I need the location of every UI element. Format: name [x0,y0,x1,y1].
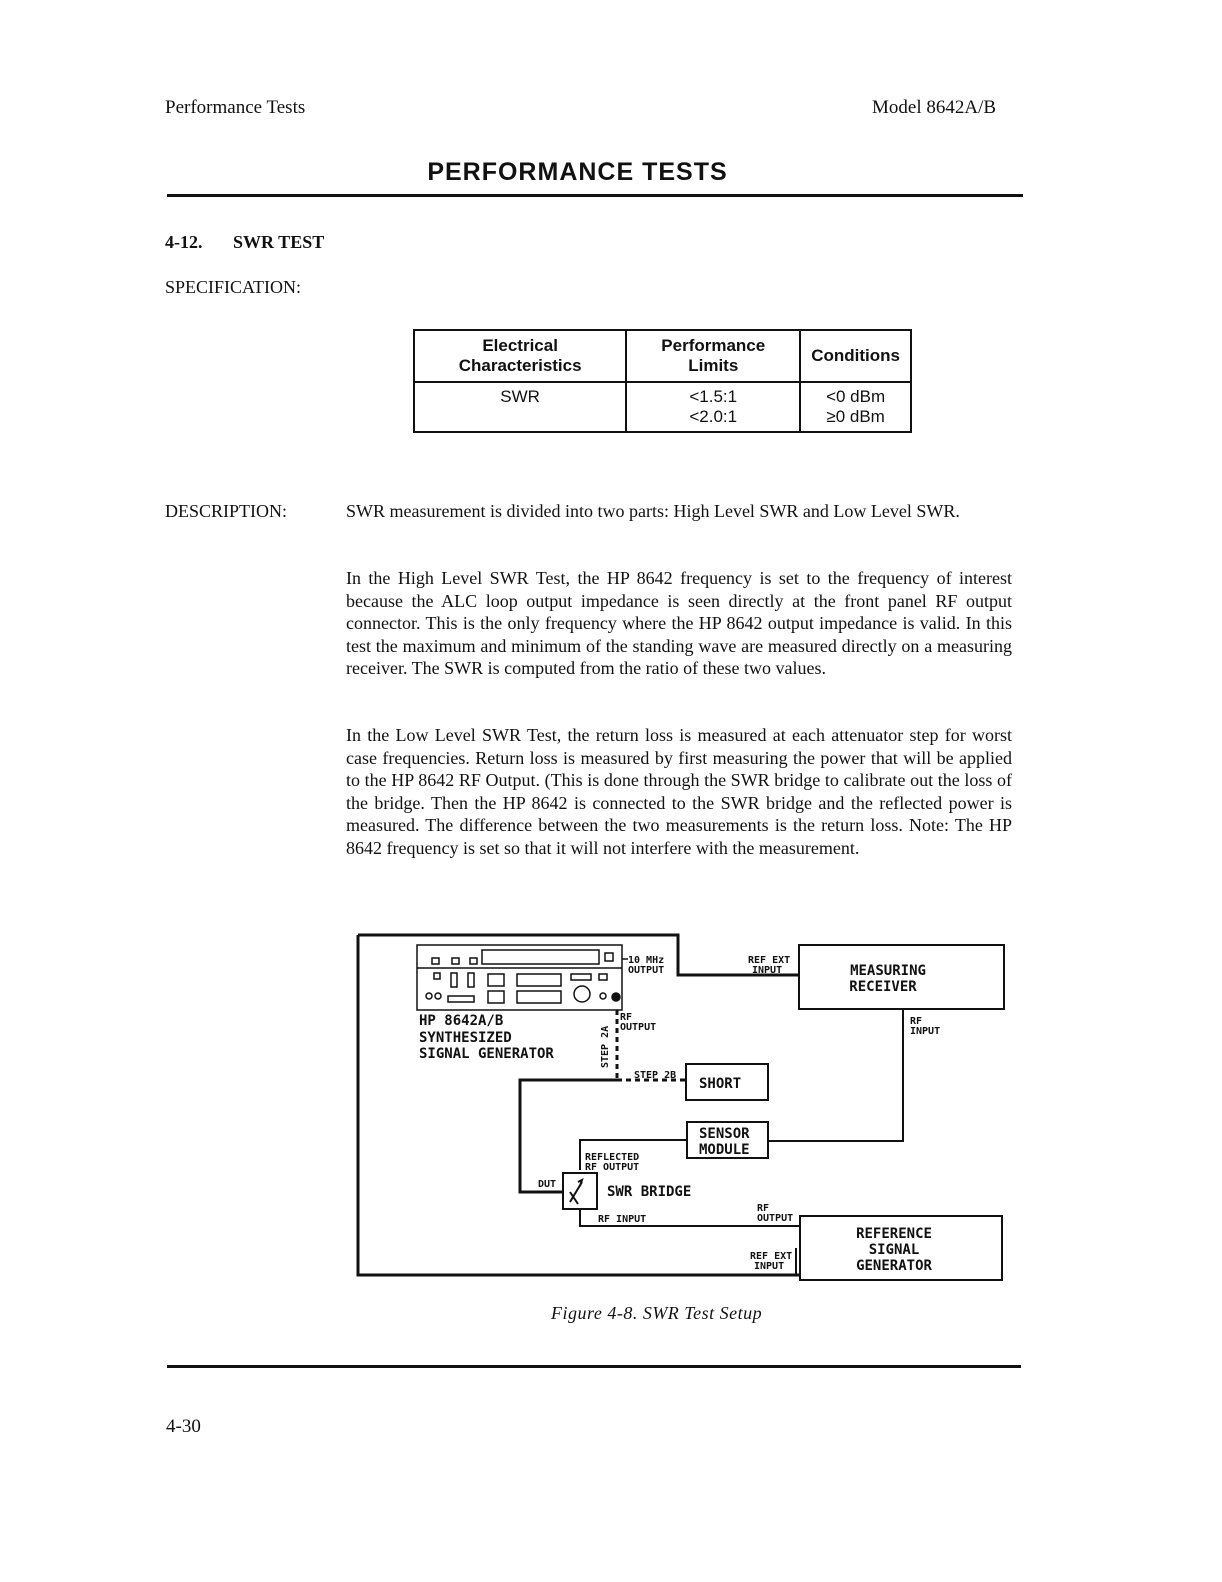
reflected-line-1: REFLECTED [585,1152,640,1163]
paragraph-2: In the High Level SWR Test, the HP 8642 frequency is set to the frequency of interest because the ALC loop output impedance is seen directly at the front panel RF output connector. This is the only frequency where the HP 8642 output impedance is valid. In this test the maximum and minimum of the standing wave are measured directly on a measuring receiver. The SWR is computed from the ratio of these two values. [346,568,1012,678]
reference-generator-line-2: SIGNAL [868,1242,920,1258]
ref-ext-top-label [748,955,790,976]
bridge-rf-input-label: RF INPUT [598,1214,647,1225]
spec-limit-2: <2.0:1 [689,407,738,426]
sensor-to-receiver-line [768,1009,903,1141]
receiver-rf-input-line-1: RF [910,1016,923,1027]
generator-rf-output-label [620,1012,656,1033]
spec-table [413,329,912,433]
page-title: PERFORMANCE TESTS [427,158,728,186]
receiver-rf-input-label [910,1016,940,1037]
footer-rule [167,1365,1021,1368]
spec-characteristic-text: SWR [500,387,540,406]
sensor-module-line-2: MODULE [699,1142,750,1158]
generator-rf-output-line-1: RF [620,1012,633,1023]
running-header-right: Model 8642A/B [872,97,997,118]
spec-row-swr [414,382,911,432]
measuring-receiver-line-2: RECEIVER [849,979,917,995]
sensor-module-line-1: SENSOR [699,1126,750,1142]
reference-generator-line-3: GENERATOR [856,1258,932,1274]
generator-name-line-3: SIGNAL GENERATOR [419,1046,554,1062]
reference-generator-label [856,1226,932,1274]
short-label: SHORT [699,1076,742,1092]
ten-mhz-line-2: OUTPUT [628,965,665,976]
measuring-receiver-label [849,963,926,995]
step-2a-label: STEP 2A [600,1025,611,1068]
spec-condition-1: <0 dBm [826,387,886,406]
spec-cell-conditions [800,382,911,432]
paragraph-1: SWR measurement is divided into two parts: High Level SWR and Low Level SWR. [346,501,960,521]
description-label: DESCRIPTION: [165,501,288,521]
reference-rf-output-line-2: OUTPUT [757,1213,794,1224]
ref-ext-bottom-label [750,1251,792,1272]
running-header-left: Performance Tests [165,97,306,118]
dut-label: DUT [538,1179,557,1190]
spec-limit-1: <1.5:1 [689,387,738,406]
ref-ext-bottom-line-1: REF EXT [750,1251,793,1262]
sensor-module-label [699,1126,750,1158]
specification-label: SPECIFICATION: [165,277,302,297]
step-2b-label: STEP 2B [634,1070,677,1081]
spec-cell-limits [626,382,800,432]
swr-bridge-symbol [570,1180,582,1204]
swr-test-setup-diagram [340,925,1020,1290]
ten-mhz-label [628,955,664,976]
swr-bridge-box [563,1173,597,1209]
paragraph-3: In the Low Level SWR Test, the return loss is measured at each attenuator step for worst case frequencies. Return loss is measured by first measuring the power that will be applied to the HP 8642 RF Output. (This is done through the SWR bridge to calibrate out the loss of the bridge. Then the HP 8642 is connected to the SWR bridge and the reflected power is measured. The difference between the two measurements is the return loss. Note: The HP 8642 frequency is set so that it will not interfere with the measurement. [346,725,1012,858]
generator-name-line-2: SYNTHESIZED [419,1030,512,1046]
dut-line [520,1080,617,1192]
reference-rf-output-line-1: RF [757,1203,770,1214]
generator-name-line-1: HP 8642A/B [419,1013,504,1029]
spec-condition-2: ≥0 dBm [826,407,885,426]
reference-generator-line-1: REFERENCE [856,1226,932,1242]
ref-ext-bottom-line-2: INPUT [754,1261,785,1272]
reference-rf-output-label [757,1203,793,1224]
reflected-line-2: RF OUTPUT [585,1162,640,1173]
generator-rf-output-line-2: OUTPUT [620,1022,657,1033]
ref-ext-top-line-2: INPUT [752,965,783,976]
section-number: 4-12. [165,232,203,252]
generator-label [419,1013,554,1062]
generator-front-panel [417,945,622,1010]
title-rule [167,194,1023,197]
section-name: SWR TEST [233,232,325,252]
spec-header-conditions: Conditions [800,330,911,382]
ten-mhz-line-1: 10 MHz [628,955,665,966]
ref-ext-top-line-1: REF EXT [748,955,791,966]
figure-caption: Figure 4-8. SWR Test Setup [551,1303,763,1323]
page-number: 4-30 [166,1416,201,1437]
spec-cell-characteristic [414,382,626,432]
measuring-receiver-line-1: MEASURING [850,963,926,979]
receiver-rf-input-line-2: INPUT [910,1026,941,1037]
spec-header-limits: Performance Limits [626,330,800,382]
swr-bridge-label: SWR BRIDGE [607,1184,692,1200]
reflected-label [585,1152,639,1173]
spec-header-row [414,330,911,382]
front-panel-keys [426,973,607,1003]
spec-header-characteristics: Electrical Characteristics [414,330,626,382]
